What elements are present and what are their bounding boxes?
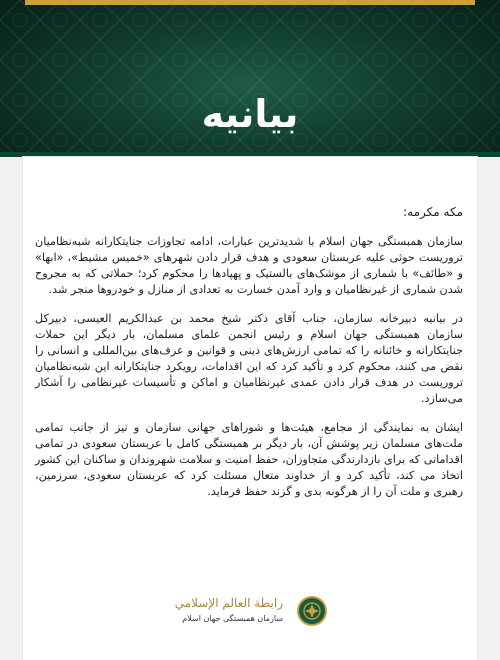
logo-subtitle: سازمان همبستگی جهان اسلام (182, 614, 283, 623)
logo-name: رابطة العالم الإسلامي (174, 596, 283, 610)
seal-icon (297, 596, 327, 626)
salutation: مکه مکرمه: (403, 205, 463, 219)
gold-accent-bar (25, 0, 475, 5)
paragraph-2: در بیانیه دبیرخانه سازمان، جناب آقای دکتر شیخ محمد بن عبدالکریم العیسی، دبیرکل سازمان همبستگی جهان اسلام و رئیس انجمن علمای مسلمان، بار دیگر این حملات جنایتکارانه و خائنانه را که تمامی ارزش‌های دینی و قوانین و عرف‌های بین‌المللی و انسانی را نقض می کنند، محکوم کرد و تأکید کرد که این اقدامات، رویکرد جنایتکارانه این شبه‌نظامیان تروریست در هدف قرار دادن عمدی غیرنظامیان و اماکن و تأسیسات غیرنظامی را آشکار می‌سازد. (35, 312, 463, 405)
statement-card (23, 157, 477, 660)
paragraph-3: ایشان به نمایندگی از مجامع، هیئت‌ها و شوراهای جهانی سازمان و نیز از جانب تمامی ملت‌های مسلمان زیر پوشش آن، بار دیگر بر همبستگی کامل با عربستان سعودی در تمامی اقداماتی که برای بازدارندگی متجاوزان، حفظ امنیت و سلامت شهروندان و ساکنان این کشور اتخاذ می کند، تأکید کرد و از خداوند متعال مسئلت کرد که عربستان سعودی، سرزمین، رهبری و ملت آن را از هرگونه بدی و گزند حفظ فرماید. (35, 421, 463, 498)
header-banner (0, 0, 500, 157)
organization-logo (171, 594, 331, 634)
page-title: بیانیه (201, 92, 299, 136)
paragraph-1: سازمان همبستگی جهان اسلام با شدیدترین عبارات، ادامه تجاوزات جنایتکارانه شبه‌نظامیان تروریست حوثی علیه عربستان سعودی و هدف قرار دادن شهرهای «خمیس مشیط»، «ابها» و «طائف» با شماری از موشک‌های بالستیک و پهپادها را محکوم کرد؛ حملاتی که به مجروح شدن شماری از غیرنظامیان و وارد آمدن خسارت به تعدادی از منازل و خودروها منجر شد. (35, 235, 463, 296)
statement-body (35, 204, 463, 513)
